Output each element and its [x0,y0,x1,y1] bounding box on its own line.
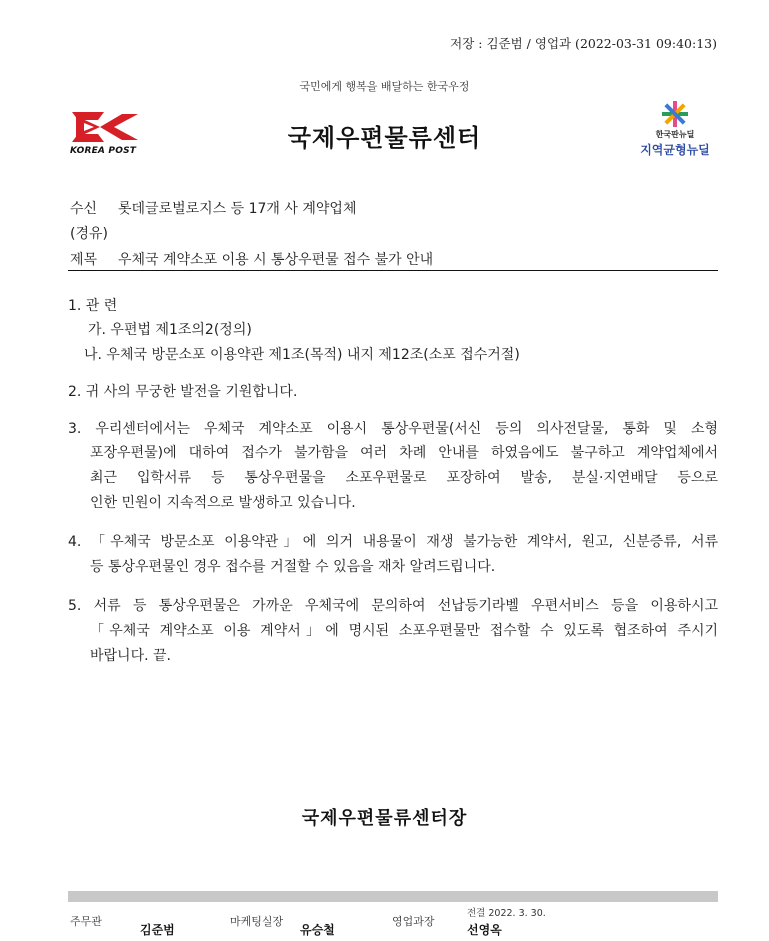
issuer-signature: 국제우편물류센터장 [301,808,468,829]
approval-date-note: 전결 2022. 3. 30. [467,908,546,919]
section-3-line-4: 인한 민원이 지속적으로 발생하고 있습니다. [90,495,356,511]
section-1-title: 1. 관 련 [68,298,118,314]
section-5-line-1: 5. 서류 등 통상우편물은 가까운 우체국에 문의하여 선납등기라벨 우편서비스 등을 이용하시고 [68,598,718,614]
via-line: (경유) [70,226,108,242]
section-1-item-b: 나. 우체국 방문소포 이용약관 제1조(목적) 내지 제12조(소포 접수거절) [84,347,520,363]
section-4-line-1: 4. 「우체국 방문소포 이용약관」에 의거 내용물이 재생 불가능한 계약서, 원고, 신분증류, 서류 [68,534,718,550]
approver-1-name: 김준범 [140,923,175,937]
new-deal-big-text: 지역균형뉴딜 [640,143,710,157]
new-deal-small-text: 한국판뉴딜 [655,130,695,139]
approver-3-role: 영업과장 [392,915,435,928]
subject-value: 우체국 계약소포 이용 시 통상우편물 접수 불가 안내 [118,252,434,268]
section-1-item-a: 가. 우편법 제1조의2(정의) [88,322,252,338]
section-5-line-3: 바랍니다. 끝. [90,648,171,664]
section-3-line-1: 3. 우리센터에서는 우체국 계약소포 이용시 통상우편물(서신 등의 의사전달물, 통화 및 소형 [68,421,718,437]
section-3-line-2: 포장우편물)에 대하여 접수가 불가함을 여러 차례 안내를 하였음에도 불구하고 계약업체에서 [90,445,718,461]
korea-post-logo-text: KOREA POST [70,146,137,156]
approver-2-name: 유승철 [300,923,335,937]
recipient-label: 수신 [70,201,98,217]
section-5-line-2: 「우체국 계약소포 이용 계약서」에 명시된 소포우편물만 접수할 수 있도록 협조하여 주시기 [90,623,718,639]
slogan: 국민에게 행복을 배달하는 한국우정 [299,80,470,93]
approval-divider [68,891,718,902]
recipient-value: 롯데글로벌로지스 등 17개 사 계약업체 [118,201,357,217]
approver-2-role: 마케팅실장 [230,915,284,928]
approver-3-name: 선영옥 [467,923,502,937]
section-4-line-2: 등 통상우편물인 경우 접수를 거절할 수 있음을 재차 알려드립니다. [90,559,496,575]
subject-label: 제목 [70,252,98,268]
section-2: 2. 귀 사의 무궁한 발전을 기원합니다. [68,384,298,400]
org-title: 국제우편물류센터 [287,124,482,152]
section-3-line-3: 최근 입학서류 등 통상우편물을 소포우편물로 포장하여 발송, 분실·지연배달 등으로 [90,470,718,486]
approver-1-role: 주무관 [70,915,102,928]
document-body [68,0,718,941]
save-info: 저장 : 김준범 / 영업과 (2022-03-31 09:40:13) [450,36,717,51]
